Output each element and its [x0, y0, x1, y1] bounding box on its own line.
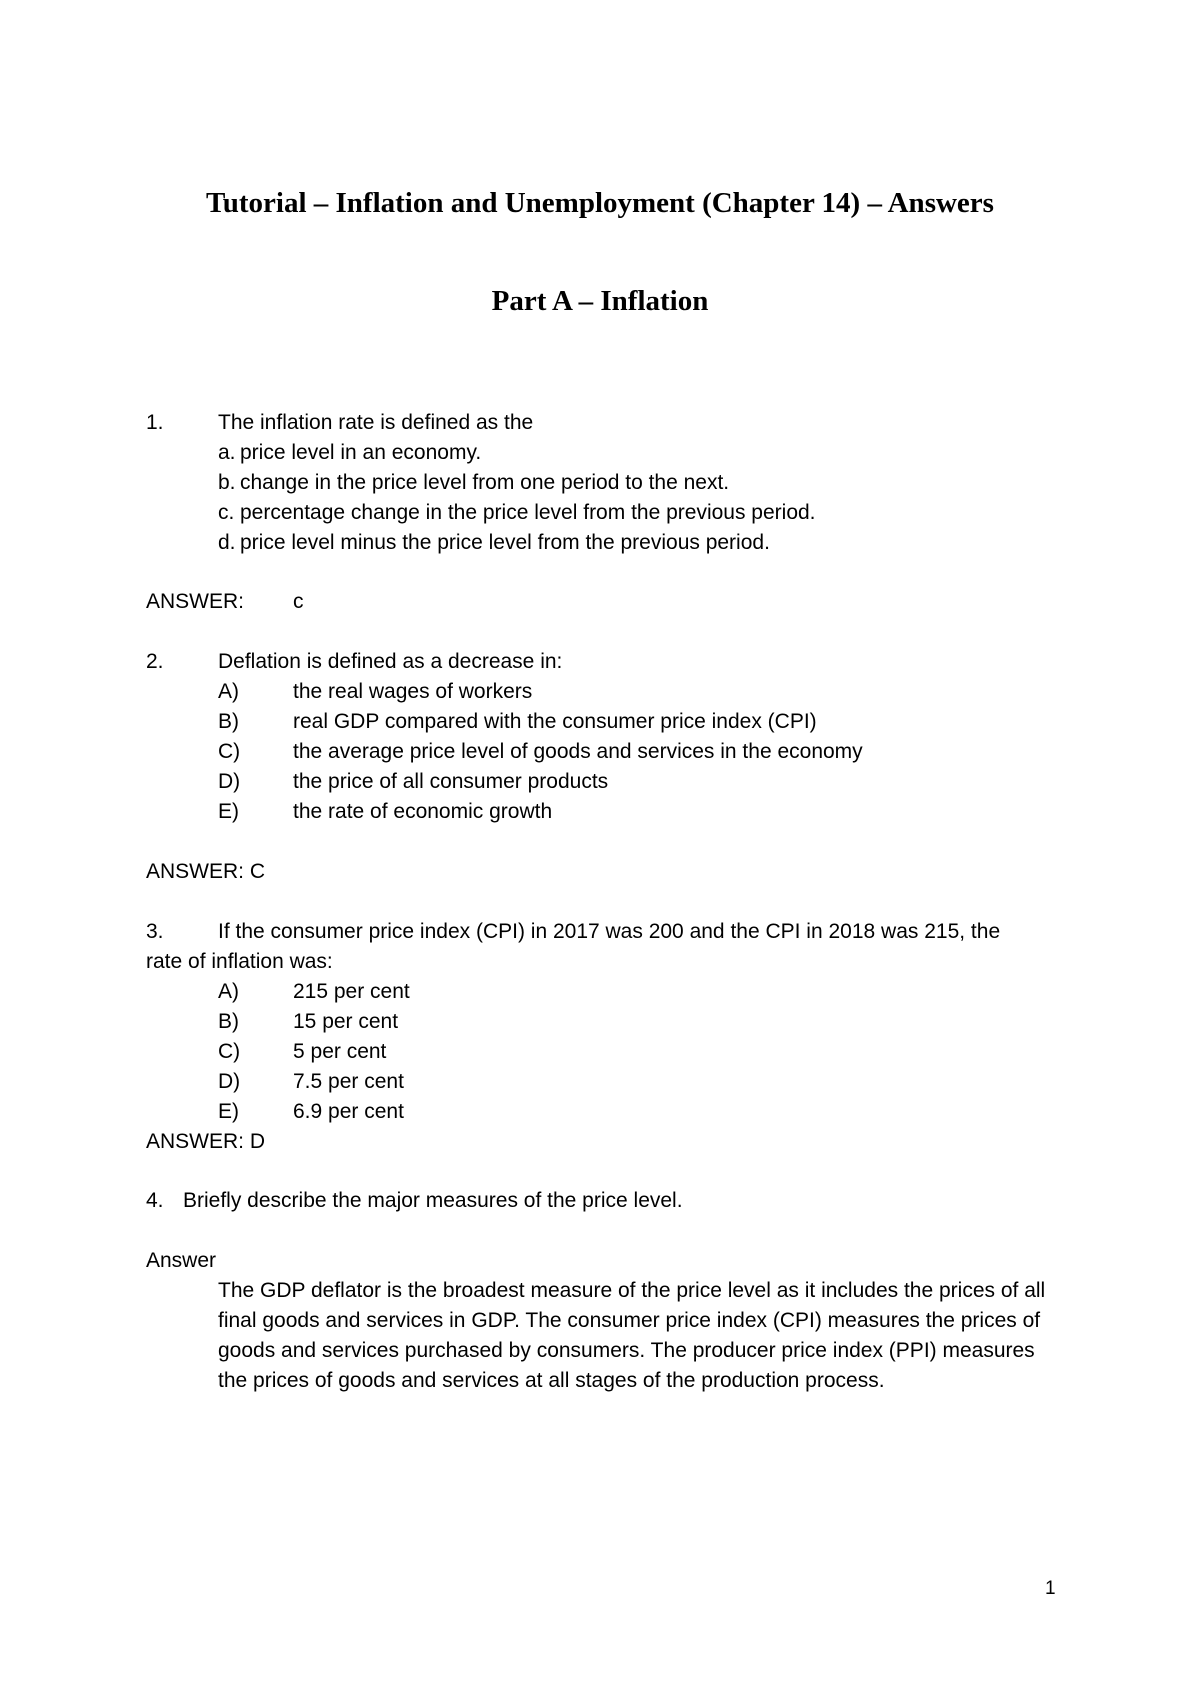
option-text: price level in an economy.: [240, 441, 482, 464]
option-text: 215 per cent: [293, 980, 410, 1003]
part-heading: Part A – Inflation: [491, 285, 709, 317]
page-number: 1: [1045, 1578, 1056, 1599]
question-number: 4.: [146, 1189, 164, 1212]
option-letter: b.: [218, 471, 236, 494]
answer-label: Answer: [146, 1249, 217, 1272]
option-letter: E): [218, 1100, 239, 1123]
option-text: change in the price level from one period to the next.: [240, 471, 730, 494]
option-letter: D): [218, 770, 241, 793]
option-text: 15 per cent: [293, 1010, 399, 1033]
question-number: 2.: [146, 650, 164, 673]
question-stem-continued: rate of inflation was:: [146, 950, 333, 973]
option-letter: D): [218, 1070, 241, 1093]
option-text: real GDP compared with the consumer price index (CPI): [293, 710, 817, 733]
option-text: price level minus the price level from the previous period.: [240, 531, 770, 554]
option-letter: a.: [218, 441, 236, 464]
question-stem: Briefly describe the major measures of the price level.: [183, 1189, 683, 1212]
option-letter: C): [218, 740, 241, 763]
answer-line: ANSWER: D: [146, 1130, 266, 1153]
option-text: 7.5 per cent: [293, 1070, 404, 1093]
answer-value: c: [293, 590, 304, 613]
option-letter: B): [218, 1010, 239, 1033]
option-text: the real wages of workers: [293, 680, 533, 703]
option-text: the price of all consumer products: [293, 770, 609, 793]
option-letter: c.: [218, 501, 235, 524]
answer-label: ANSWER:: [146, 590, 245, 613]
question-stem: If the consumer price index (CPI) in 2017 was 200 and the CPI in 2018 was 215, the: [218, 920, 1001, 943]
option-letter: B): [218, 710, 239, 733]
question-number: 3.: [146, 920, 164, 943]
option-letter: A): [218, 980, 239, 1003]
option-text: 5 per cent: [293, 1040, 387, 1063]
document-title: Tutorial – Inflation and Unemployment (Chapter 14) – Answers: [206, 187, 994, 219]
answer-line: ANSWER: C: [146, 860, 266, 883]
option-text: the average price level of goods and services in the economy: [293, 740, 863, 763]
option-letter: C): [218, 1040, 241, 1063]
answer-paragraph: The GDP deflator is the broadest measure of the price level as it includes the prices of all final goods and services in GDP. The consumer price index (CPI) measures the prices of goods and services purchased by consumers. The producer price index (PPI) measures the prices of goods and services at all stages of the production process.: [218, 1279, 1046, 1392]
question-stem: The inflation rate is defined as the: [218, 411, 534, 434]
option-text: the rate of economic growth: [293, 800, 553, 823]
option-letter: E): [218, 800, 239, 823]
question-stem: Deflation is defined as a decrease in:: [218, 650, 563, 673]
question-number: 1.: [146, 411, 164, 434]
option-text: 6.9 per cent: [293, 1100, 404, 1123]
option-text: percentage change in the price level from the previous period.: [240, 501, 816, 524]
option-letter: d.: [218, 531, 236, 554]
option-letter: A): [218, 680, 239, 703]
